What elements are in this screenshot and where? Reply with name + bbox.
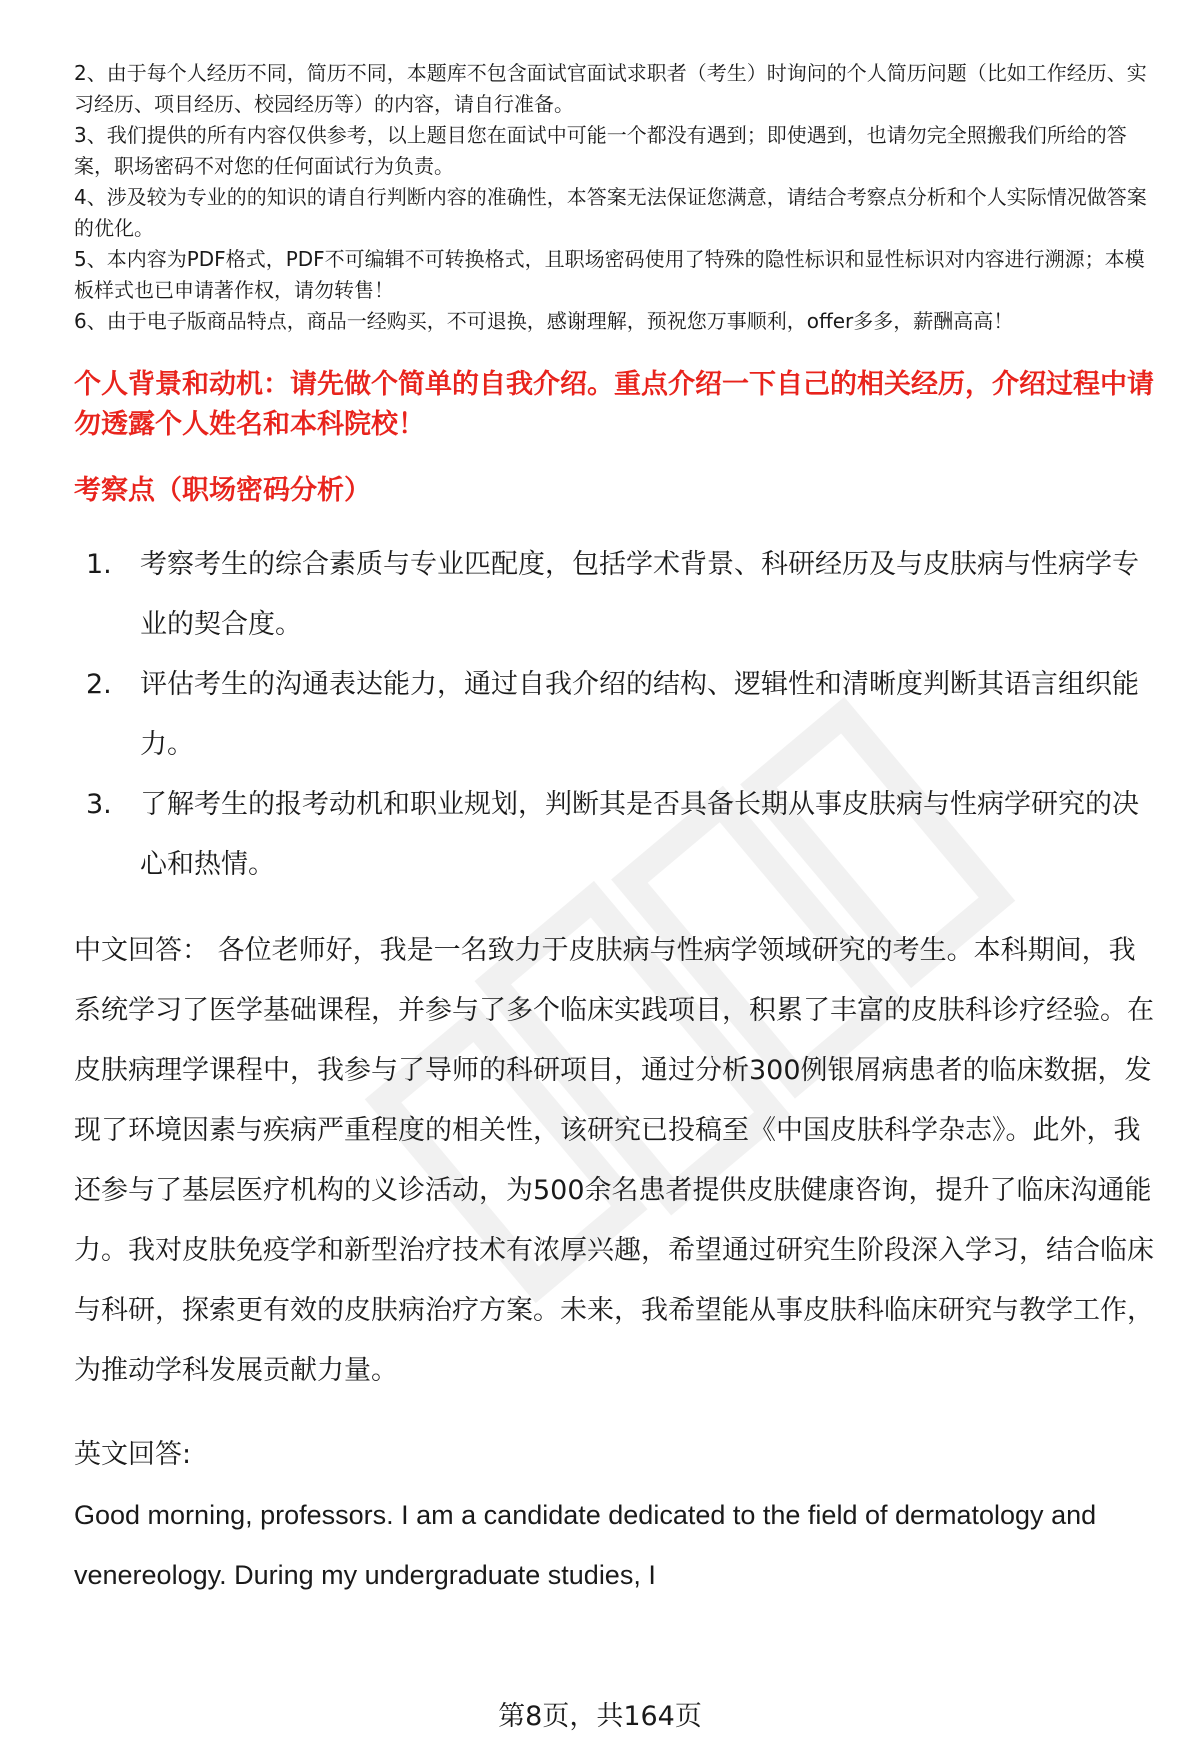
note-item: 3、我们提供的所有内容仅供参考，以上题目您在面试中可能一个都没有遇到；即使遇到，也请勿完全照搬我们所给的答案，职场密码不对您的任何面试行为负责。 (74, 123, 1127, 178)
chinese-answer: 中文回答： 各位老师好，我是一名致力于皮肤病与性病学领域研究的考生。本科期间，我系统学习了医学基础课程，并参与了多个临床实践项目，积累了丰富的皮肤科诊疗经验。在皮肤病理学课程中，我参与了导师的科研项目，通过分析300例银屑病患者的临床数据，发现了环境因素与疾病严重程度的相关性，该研究已投稿至《中国皮肤科学杂志》。此外，我还参与了基层医疗机构的义诊活动，为500余名患者提供皮肤健康咨询，提升了临床沟通能力。我对皮肤免疫学和新型治疗技术有浓厚兴趣，希望通过研究生阶段深入学习，结合临床与科研，探索更有效的皮肤病治疗方案。未来，我希望能从事皮肤科临床研究与教学工作，为推动学科发展贡献力量。 (74, 935, 1154, 1386)
disclaimer-notes (74, 58, 1154, 337)
list-item-number: 3. (86, 789, 112, 820)
page-number: 第8页，共164页 (498, 1701, 702, 1732)
list-item-number: 2. (86, 669, 112, 700)
english-answer: Good morning, professors. I am a candidate dedicated to the field of dermatology and venereology. During my undergraduate studies, I (74, 1500, 1097, 1590)
list-item (74, 775, 1154, 895)
list-item-text: 考察考生的综合素质与专业匹配度，包括学术背景、科研经历及与皮肤病与性病学专业的契合度。 (140, 549, 1139, 640)
list-item-text: 了解考生的报考动机和职业规划，判断其是否具备长期从事皮肤病与性病学研究的决心和热情。 (140, 789, 1139, 880)
note-item: 5、本内容为PDF格式，PDF不可编辑不可转换格式，且职场密码使用了特殊的隐性标识和显性标识对内容进行溯源；本模板样式也已申请著作权，请勿转售！ (74, 247, 1145, 302)
list-item-text: 评估考生的沟通表达能力，通过自我介绍的结构、逻辑性和清晰度判断其语言组织能力。 (140, 669, 1139, 760)
interview-question: 个人背景和动机：请先做个简单的自我介绍。重点介绍一下自己的相关经历，介绍过程中请勿透露个人姓名和本科院校！ (74, 369, 1154, 440)
list-item (74, 535, 1154, 655)
list-item (74, 655, 1154, 775)
document-page (74, 58, 1154, 1605)
english-answer-label: 英文回答: (74, 1439, 192, 1470)
note-item: 4、涉及较为专业的的知识的请自行判断内容的准确性，本答案无法保证您满意，请结合考察点分析和个人实际情况做答案的优化。 (74, 185, 1147, 240)
analysis-points (74, 535, 1154, 895)
note-item: 2、由于每个人经历不同，简历不同，本题库不包含面试官面试求职者（考生）时询问的个人简历问题（比如工作经历、实习经历、项目经历、校园经历等）的内容，请自行准备。 (74, 61, 1147, 116)
note-item: 6、由于电子版商品特点，商品一经购买，不可退换，感谢理解，预祝您万事顺利，offer多多，薪酬高高！ (74, 309, 1014, 333)
list-item-number: 1. (86, 549, 112, 580)
analysis-title: 考察点（职场密码分析） (74, 475, 371, 506)
